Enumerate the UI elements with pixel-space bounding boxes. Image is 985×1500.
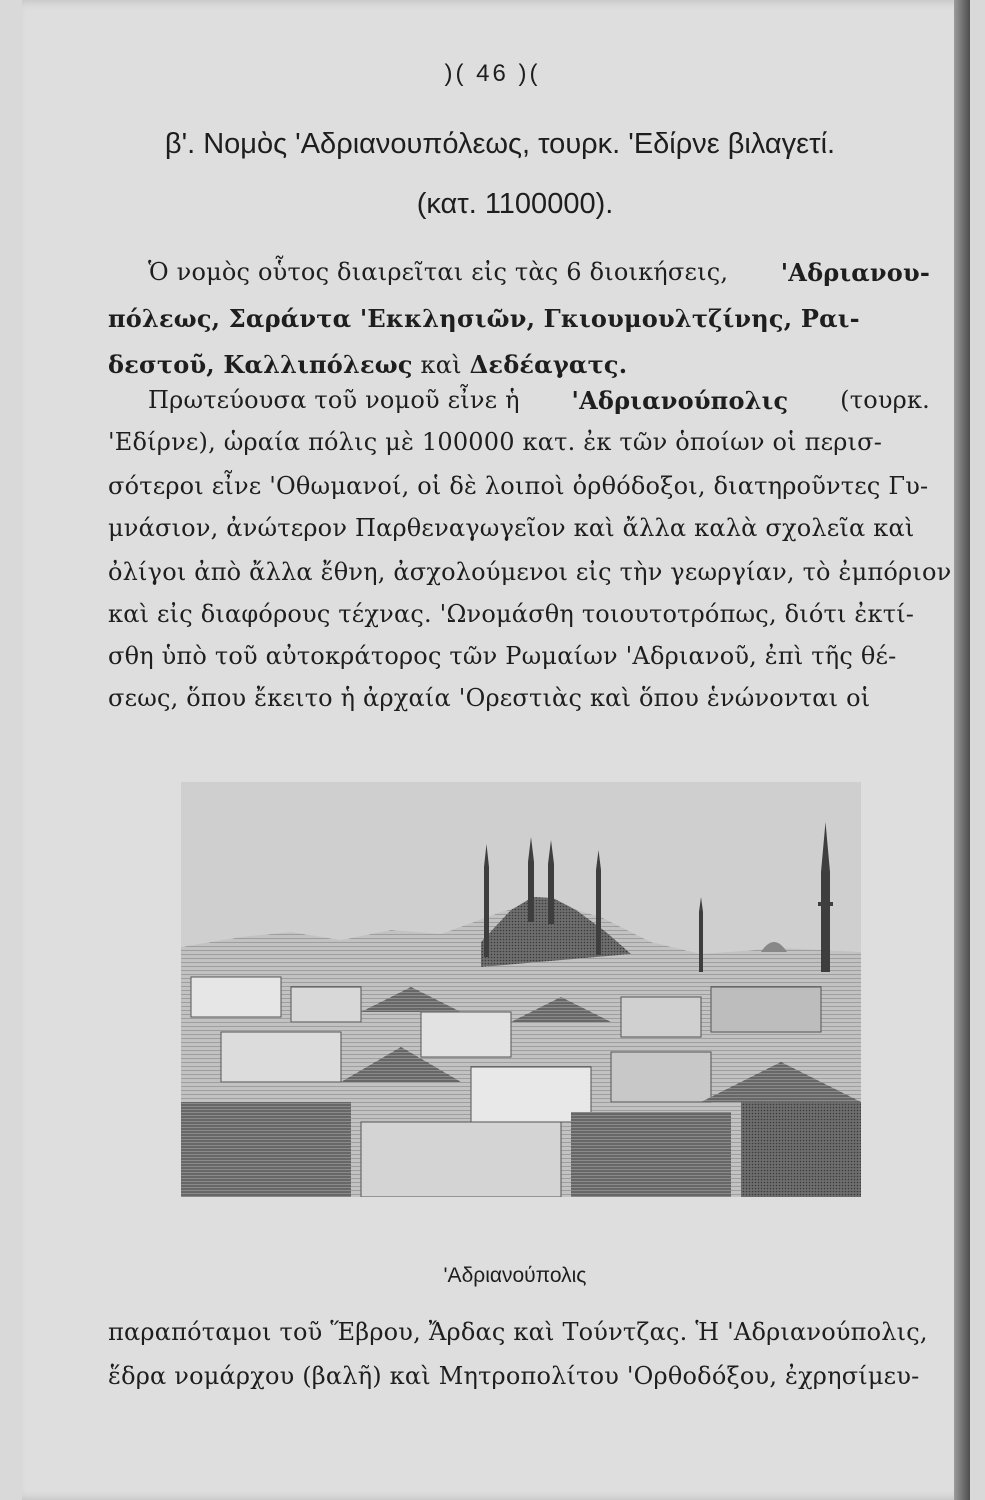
paragraph-3-line-2: ἕδρα νομάρχου (βαλῆ) καὶ Μητροπολίτου 'Ορθοδόξου, ἐχρησίμευ- [108, 1362, 920, 1390]
paragraph-2-line-6: καὶ εἰς διαφόρους τέχνας. 'Ωνομάσθη τοιουτοτρόπως, διότι ἐκτί- [108, 600, 915, 628]
city-engraving [181, 782, 861, 1197]
paragraph-1-line-2 [108, 304, 930, 333]
paragraph-2-line-2: 'Εδίρνε), ὡραία πόλις μὲ 100000 κατ. ἐκ τῶν ὁποίων οἱ περισ- [108, 428, 883, 456]
paragraph-1-line-1 [148, 258, 930, 287]
paragraph-1-line-3 [108, 350, 930, 379]
city-engraving-drawing [181, 782, 861, 1197]
text-run: καὶ [420, 351, 462, 379]
bold-text-run: πόλεως, Σαράντα 'Εκκλησιῶν, Γκιουμουλτζίνης, Ραι- [108, 304, 860, 333]
bold-text-run: δεστοῦ, Καλλιπόλεως [108, 350, 413, 379]
paragraph-2-line-8: σεως, ὅπου ἔκειτο ἡ ἀρχαία 'Ορεστιὰς καὶ ὅπου ἑνώνονται οἱ [108, 684, 871, 712]
bold-text-run: Δεδέαγατς. [469, 350, 628, 379]
bold-text-run: 'Αδριανούπολις [571, 386, 789, 415]
paragraph-2-line-4: μνάσιον, ἀνώτερον Παρθεναγωγεῖον καὶ ἄλλα καλὰ σχολεῖα καὶ [108, 514, 915, 542]
bold-text-run: 'Αδριανου- [780, 258, 930, 287]
text-run: (τουρκ. [840, 386, 930, 414]
text-run: Ὁ νομὸς οὗτος διαιρεῖται εἰς τὰς 6 διοικήσεις, [148, 258, 729, 286]
paragraph-2-line-1 [148, 386, 930, 415]
paragraph-2-line-7: σθη ὑπὸ τοῦ αὐτοκράτορος τῶν Ρωμαίων 'Αδριανοῦ, ἐπὶ τῆς θέ- [108, 642, 897, 670]
photo-caption: 'Αδριανούπολις [443, 1264, 587, 1287]
paragraph-2-line-5: ὀλίγοι ἀπὸ ἄλλα ἔθνη, ἀσχολούμενοι εἰς τὴν γεωργίαν, τὸ ἐμπόριον [108, 558, 952, 586]
page-number: )( 46 )( [444, 60, 541, 87]
paragraph-3-line-1: παραπόταμοι τοῦ Ἕβρου, Ἄρδας καὶ Τούντζας. Ἡ 'Αδριανούπολις, [108, 1318, 928, 1346]
section-subheading: (κατ. 1100000). [416, 188, 614, 220]
paragraph-2-line-3: σότεροι εἶνε 'Οθωμανοί, οἱ δὲ λοιποὶ ὀρθόδοξοι, διατηροῦντες Γυ- [108, 472, 929, 500]
section-heading: β'. Νομὸς 'Αδριανουπόλεως, τουρκ. 'Εδίρνε βιλαγετί. [164, 128, 836, 160]
text-run: Πρωτεύουσα τοῦ νομοῦ εἶνε ἡ [148, 386, 520, 414]
